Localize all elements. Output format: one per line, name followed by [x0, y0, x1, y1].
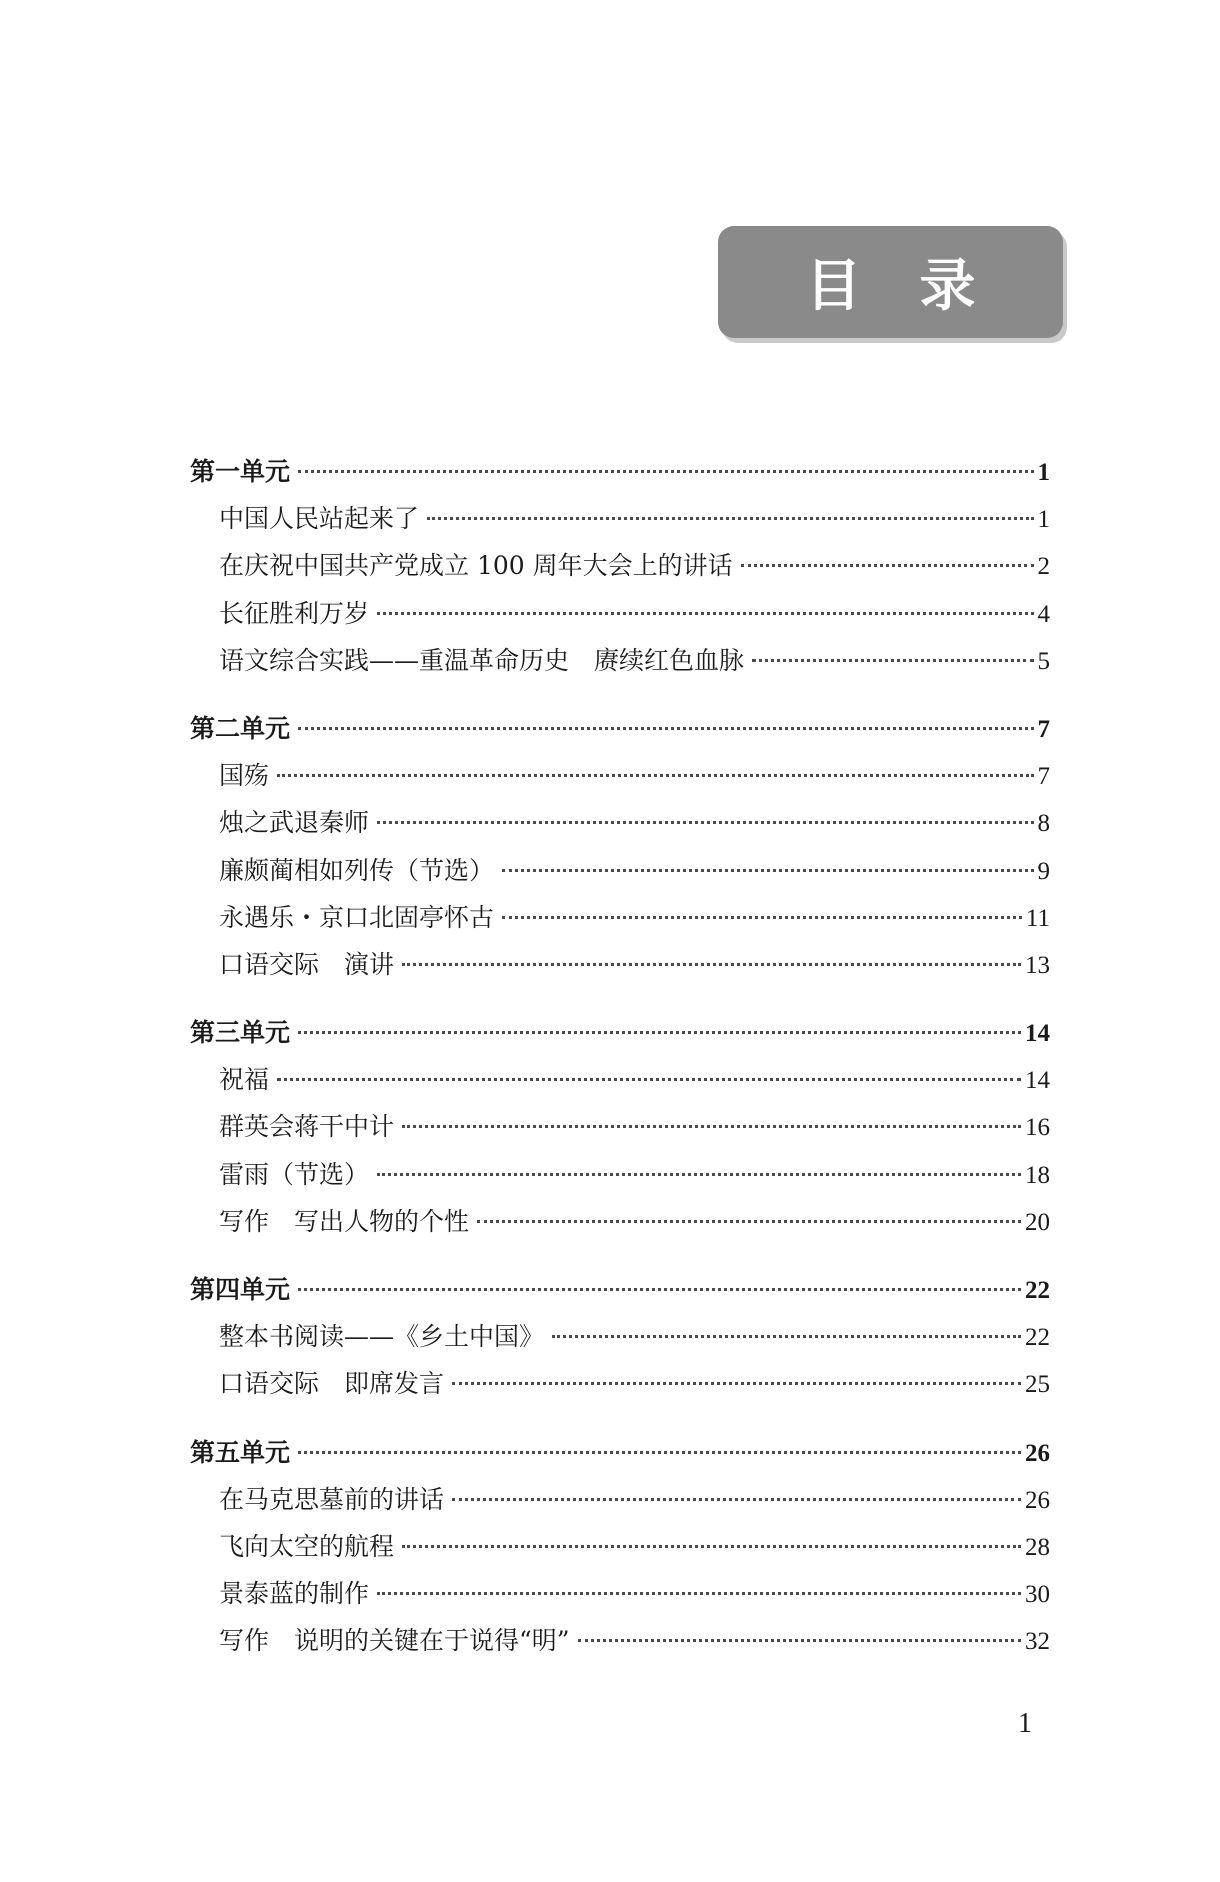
toc-entry-page: 28: [1025, 1533, 1050, 1561]
dot-leader: [452, 1382, 1021, 1385]
toc-entry[interactable]: [190, 1617, 1050, 1664]
toc-entry-label: 廉颇蔺相如列传（节选）: [219, 855, 495, 885]
dot-leader: [402, 1545, 1021, 1548]
toc-entry-label: 长征胜利万岁: [219, 598, 370, 628]
toc-entry-page: 22: [1025, 1324, 1050, 1352]
dot-leader: [402, 963, 1021, 966]
toc-entry-label: 在马克思墓前的讲话: [219, 1484, 445, 1514]
toc-entry-label: 第一单元: [190, 457, 291, 486]
toc-entry-page: 16: [1025, 1114, 1050, 1142]
toc-entry-label: 永遇乐・京口北固亭怀古: [219, 902, 495, 932]
dot-leader: [298, 1451, 1021, 1454]
dot-leader: [377, 1592, 1021, 1595]
toc-entry-page: 14: [1025, 1067, 1050, 1095]
toc-entry-label: 在庆祝中国共产党成立 100 周年大会上的讲话: [219, 551, 733, 581]
toc-entry-page: 8: [1037, 810, 1050, 838]
dot-leader: [477, 1220, 1021, 1223]
toc-entry[interactable]: [190, 590, 1050, 637]
dot-leader: [427, 517, 1033, 520]
toc-entry[interactable]: [190, 1360, 1050, 1407]
toc-entry-page: 20: [1025, 1208, 1050, 1236]
toc-entry-label: 口语交际 即席发言: [219, 1369, 445, 1399]
toc-unit-heading[interactable]: [190, 1009, 1050, 1056]
dot-leader: [552, 1335, 1021, 1338]
toc-entry[interactable]: [190, 637, 1050, 684]
toc-title-box: [718, 226, 1063, 338]
toc-unit-heading[interactable]: [190, 1429, 1050, 1476]
toc-unit-heading[interactable]: [190, 448, 1050, 495]
dot-leader: [377, 821, 1033, 824]
toc-entry-page: 14: [1025, 1020, 1050, 1048]
toc-entry[interactable]: [190, 799, 1050, 846]
toc-entry-page: 11: [1025, 904, 1050, 932]
dot-leader: [298, 1031, 1021, 1034]
toc-unit-heading[interactable]: [190, 705, 1050, 752]
toc-entry-page: 5: [1037, 647, 1050, 675]
dot-leader: [377, 612, 1033, 615]
toc-entry-label: 整本书阅读——《乡土中国》: [219, 1322, 545, 1352]
toc-entry[interactable]: [190, 1570, 1050, 1617]
toc-entry[interactable]: [190, 1313, 1050, 1360]
toc-entry[interactable]: [190, 1523, 1050, 1570]
toc-entry-label: 中国人民站起来了: [219, 504, 420, 534]
toc-title: 目录: [805, 254, 1034, 319]
toc-unit: [190, 448, 1050, 684]
toc-entry-page: 25: [1025, 1371, 1050, 1399]
toc-entry[interactable]: [190, 1103, 1050, 1150]
toc-entry-label: 口语交际 演讲: [219, 949, 395, 979]
toc-entry-label: 群英会蒋干中计: [219, 1112, 395, 1142]
toc-entry-label: 写作 说明的关键在于说得“明”: [219, 1626, 570, 1656]
dot-leader: [277, 774, 1033, 777]
toc-entry-page: 9: [1037, 857, 1050, 885]
dot-leader: [741, 564, 1034, 567]
dot-leader: [298, 727, 1033, 730]
toc-entry-page: 13: [1025, 951, 1050, 979]
toc-entry[interactable]: [190, 542, 1050, 589]
dot-leader: [578, 1639, 1021, 1642]
dot-leader: [502, 916, 1022, 919]
toc-unit: [190, 705, 1050, 988]
toc-entry[interactable]: [190, 1056, 1050, 1103]
toc-entry-page: 30: [1025, 1581, 1050, 1609]
dot-leader: [402, 1125, 1021, 1128]
toc-entry[interactable]: [190, 495, 1050, 542]
toc-entry-page: 7: [1037, 763, 1050, 791]
toc-entry-label: 景泰蓝的制作: [219, 1579, 370, 1609]
toc-entry-label: 第三单元: [190, 1018, 291, 1048]
toc-entry-page: 4: [1037, 600, 1050, 628]
toc-entry-label: 第四单元: [190, 1275, 291, 1304]
toc-entry-label: 烛之武退秦师: [219, 808, 370, 838]
toc-entry-page: 1: [1037, 459, 1050, 486]
dot-leader: [452, 1498, 1021, 1501]
toc-entry[interactable]: [190, 1151, 1050, 1198]
toc-entry-label: 第二单元: [190, 713, 291, 743]
dot-leader: [377, 1173, 1021, 1176]
toc-entry-label: 第五单元: [190, 1437, 291, 1467]
dot-leader: [277, 1078, 1021, 1081]
toc-entry[interactable]: [190, 752, 1050, 799]
toc-entry-label: 飞向太空的航程: [219, 1531, 395, 1561]
toc-entry-label: 雷雨（节选）: [219, 1159, 370, 1189]
toc-entry-page: 2: [1037, 553, 1050, 581]
dot-leader: [752, 659, 1033, 662]
toc-unit-heading[interactable]: [190, 1266, 1050, 1313]
toc-entry-label: 祝福: [219, 1065, 270, 1095]
toc-unit: [190, 1266, 1050, 1408]
dot-leader: [298, 1288, 1021, 1291]
toc-unit: [190, 1429, 1050, 1665]
toc-entry-page: 7: [1037, 715, 1050, 743]
page-number: 1: [1018, 1708, 1032, 1739]
toc-entry-label: 语文综合实践——重温革命历史 赓续红色血脉: [219, 645, 745, 675]
toc-entry[interactable]: [190, 941, 1050, 988]
toc-entry-page: 18: [1025, 1161, 1050, 1189]
toc-entry[interactable]: [190, 894, 1050, 941]
toc-entry-label: 写作 写出人物的个性: [219, 1206, 470, 1236]
toc-unit: [190, 1009, 1050, 1245]
toc-entry-page: 1: [1037, 506, 1050, 534]
toc-entry[interactable]: [190, 1476, 1050, 1523]
dot-leader: [298, 470, 1033, 473]
toc-entry-page: 32: [1025, 1628, 1050, 1656]
dot-leader: [502, 869, 1033, 872]
toc-entry-page: 26: [1025, 1486, 1050, 1514]
toc-entry-page: 22: [1025, 1277, 1050, 1304]
toc-entry-page: 26: [1025, 1439, 1050, 1467]
toc-entry-label: 国殇: [219, 761, 270, 791]
toc-entry[interactable]: [190, 847, 1050, 894]
table-of-contents: [190, 448, 1050, 1686]
toc-entry[interactable]: [190, 1198, 1050, 1245]
